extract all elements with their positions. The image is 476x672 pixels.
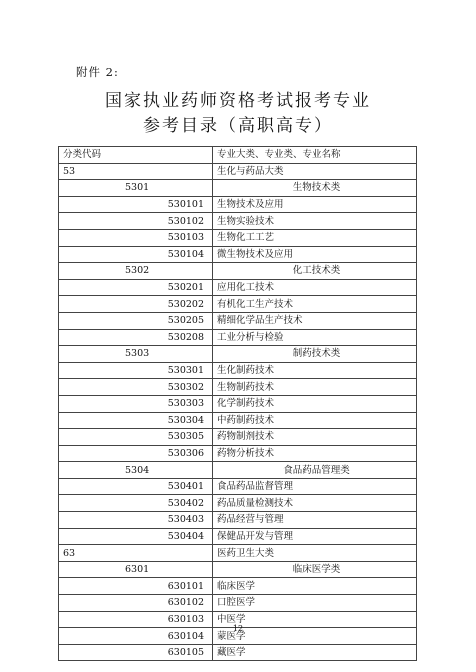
row-name: 生化与药品大类 — [213, 163, 417, 180]
row-code: 53 — [59, 163, 213, 180]
row-name: 微生物技术及应用 — [213, 246, 417, 263]
row-code: 530101 — [59, 196, 213, 213]
row-code: 530103 — [59, 229, 213, 246]
row-name: 药物制剂技术 — [213, 429, 417, 446]
table-row — [59, 279, 417, 296]
row-code: 530304 — [59, 412, 213, 429]
row-code: 530303 — [59, 395, 213, 412]
table-row — [59, 379, 417, 396]
row-name: 临床医学 — [213, 578, 417, 595]
row-code: 630104 — [59, 628, 213, 645]
row-name: 中医学 — [213, 611, 417, 628]
attachment-label: 附件 2: — [76, 65, 119, 79]
table-row — [59, 312, 417, 329]
table-row — [59, 296, 417, 313]
row-code: 530208 — [59, 329, 213, 346]
row-name: 生物制药技术 — [213, 379, 417, 396]
row-name: 食品药品管理类 — [213, 462, 417, 479]
table-row — [59, 429, 417, 446]
table-row — [59, 644, 417, 661]
table-row — [59, 246, 417, 263]
header-code: 分类代码 — [59, 147, 213, 164]
row-code: 530306 — [59, 445, 213, 462]
page-number: 12 — [232, 624, 244, 633]
row-code: 5303 — [59, 346, 213, 363]
row-name: 药物分析技术 — [213, 445, 417, 462]
table-row — [59, 263, 417, 280]
row-code: 630103 — [59, 611, 213, 628]
row-code: 530202 — [59, 296, 213, 313]
row-name: 生物技术类 — [213, 180, 417, 197]
major-catalog-table — [58, 146, 417, 661]
document-title-line2: 参考目录（高职高专） — [143, 116, 333, 136]
row-code: 63 — [59, 545, 213, 562]
table-row — [59, 528, 417, 545]
document-title-line1: 国家执业药师资格考试报考专业 — [105, 91, 371, 111]
row-code: 5304 — [59, 462, 213, 479]
table-row — [59, 595, 417, 612]
row-name: 生物实验技术 — [213, 213, 417, 230]
row-code: 6301 — [59, 561, 213, 578]
table-row — [59, 229, 417, 246]
row-code: 530102 — [59, 213, 213, 230]
row-code: 530302 — [59, 379, 213, 396]
row-code: 530104 — [59, 246, 213, 263]
row-code: 530205 — [59, 312, 213, 329]
table-row — [59, 545, 417, 562]
row-name: 药品质量检测技术 — [213, 495, 417, 512]
header-name: 专业大类、专业类、专业名称 — [213, 147, 417, 164]
row-code: 630102 — [59, 595, 213, 612]
row-name: 有机化工生产技术 — [213, 296, 417, 313]
row-name: 食品药品监督管理 — [213, 478, 417, 495]
table-row — [59, 412, 417, 429]
row-name: 工业分析与检验 — [213, 329, 417, 346]
row-name: 精细化学品生产技术 — [213, 312, 417, 329]
row-code: 530402 — [59, 495, 213, 512]
row-name: 化工技术类 — [213, 263, 417, 280]
row-name: 保健品开发与管理 — [213, 528, 417, 545]
row-name: 中药制药技术 — [213, 412, 417, 429]
row-name: 生物技术及应用 — [213, 196, 417, 213]
row-name: 化学制药技术 — [213, 395, 417, 412]
table-row — [59, 395, 417, 412]
row-code: 530403 — [59, 512, 213, 529]
row-name: 生物化工工艺 — [213, 229, 417, 246]
row-code: 630101 — [59, 578, 213, 595]
table-row — [59, 180, 417, 197]
row-code: 630105 — [59, 644, 213, 661]
row-name: 蒙医学 — [213, 628, 417, 645]
row-name: 制药技术类 — [213, 346, 417, 363]
row-code: 530305 — [59, 429, 213, 446]
row-name: 藏医学 — [213, 644, 417, 661]
table-row — [59, 478, 417, 495]
row-name: 口腔医学 — [213, 595, 417, 612]
table-header-row — [59, 147, 417, 164]
table-row — [59, 462, 417, 479]
table-row — [59, 346, 417, 363]
row-name: 生化制药技术 — [213, 362, 417, 379]
table-row — [59, 495, 417, 512]
row-code: 530401 — [59, 478, 213, 495]
table-row — [59, 163, 417, 180]
row-code: 530301 — [59, 362, 213, 379]
table-row — [59, 578, 417, 595]
row-code: 530404 — [59, 528, 213, 545]
table-row — [59, 512, 417, 529]
table-row — [59, 445, 417, 462]
row-name: 药品经营与管理 — [213, 512, 417, 529]
row-code: 5301 — [59, 180, 213, 197]
table-row — [59, 362, 417, 379]
table-row — [59, 213, 417, 230]
row-code: 5302 — [59, 263, 213, 280]
row-name: 应用化工技术 — [213, 279, 417, 296]
row-name: 医药卫生大类 — [213, 545, 417, 562]
table-row — [59, 329, 417, 346]
row-code: 530201 — [59, 279, 213, 296]
table-row — [59, 561, 417, 578]
table-row — [59, 196, 417, 213]
row-name: 临床医学类 — [213, 561, 417, 578]
